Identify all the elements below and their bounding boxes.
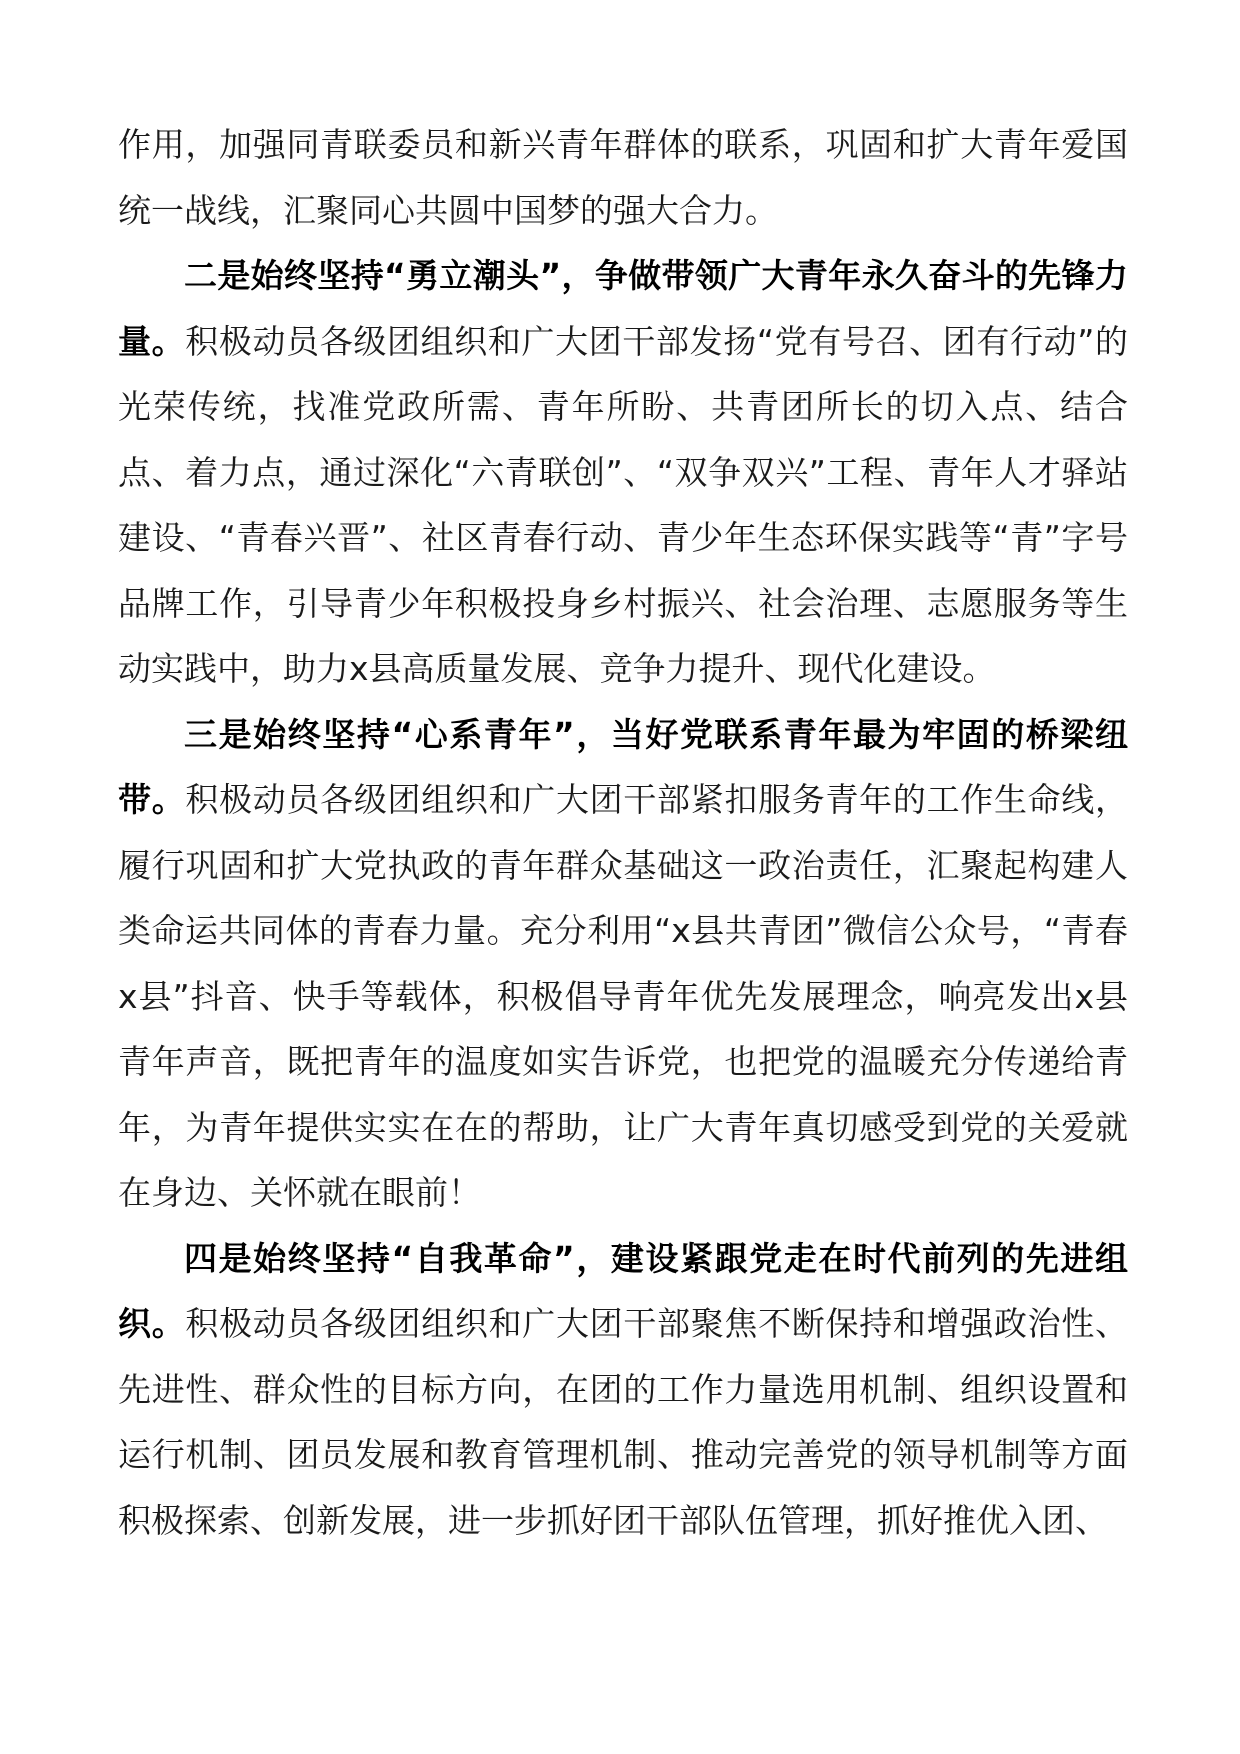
document-page xyxy=(118,112,1128,1553)
paragraph-body: 积极动员各级团组织和广大团干部聚焦不断保持和增强政治性、先进性、群众性的目标方向，在团的工作力量选用机制、组织设置和运行机制、团员发展和教育管理机制、推动完善党的领导机制等方面积极探索、创新发展，进一步抓好团干部队伍管理，抓好推优入团、 xyxy=(118,1304,1129,1540)
paragraph-point-three xyxy=(118,702,1128,1226)
paragraph-point-two xyxy=(118,243,1128,702)
paragraph-lead-heading: 二是始终坚持“勇立潮头”，争做带领广大青年永久奋斗的先锋力量。 xyxy=(118,256,1128,361)
paragraph-body: 积极动员各级团组织和广大团干部发扬“党有号召、团有行动”的光荣传统，找准党政所需、青年所盼、共青团所长的切入点、结合点、着力点，通过深化“六青联创”、“双争双兴”工程、青年人才驿站建设、“青春兴晋”、社区青春行动、青少年生态环保实践等“青”字号品牌工作，引导青少年积极投身乡村振兴、社会治理、志愿服务等生动实践中，助力x县高质量发展、竞争力提升、现代化建设。 xyxy=(118,321,1129,688)
paragraph-lead-heading: 四是始终坚持“自我革命”，建设紧跟党走在时代前列的先进组织。 xyxy=(118,1238,1128,1343)
paragraph-point-four xyxy=(118,1226,1128,1554)
paragraph-body: 积极动员各级团组织和广大团干部紧扣服务青年的工作生命线，履行巩固和扩大党执政的青年群众基础这一政治责任，汇聚起构建人类命运共同体的青春力量。充分利用“x县共青团”微信公众号，“青春x县”抖音、快手等载体，积极倡导青年优先发展理念，响亮发出x县青年声音，既把青年的温度如实告诉党，也把党的温暖充分传递给青年，为青年提供实实在在的帮助，让广大青年真切感受到党的关爱就在身边、关怀就在眼前！ xyxy=(118,780,1129,1212)
paragraph-continuation xyxy=(118,112,1128,243)
paragraph-lead-heading: 三是始终坚持“心系青年”，当好党联系青年最为牢固的桥梁纽带。 xyxy=(118,714,1128,819)
paragraph-body: 作用，加强同青联委员和新兴青年群体的联系，巩固和扩大青年爱国统一战线，汇聚同心共圆中国梦的强大合力。 xyxy=(118,125,1128,230)
